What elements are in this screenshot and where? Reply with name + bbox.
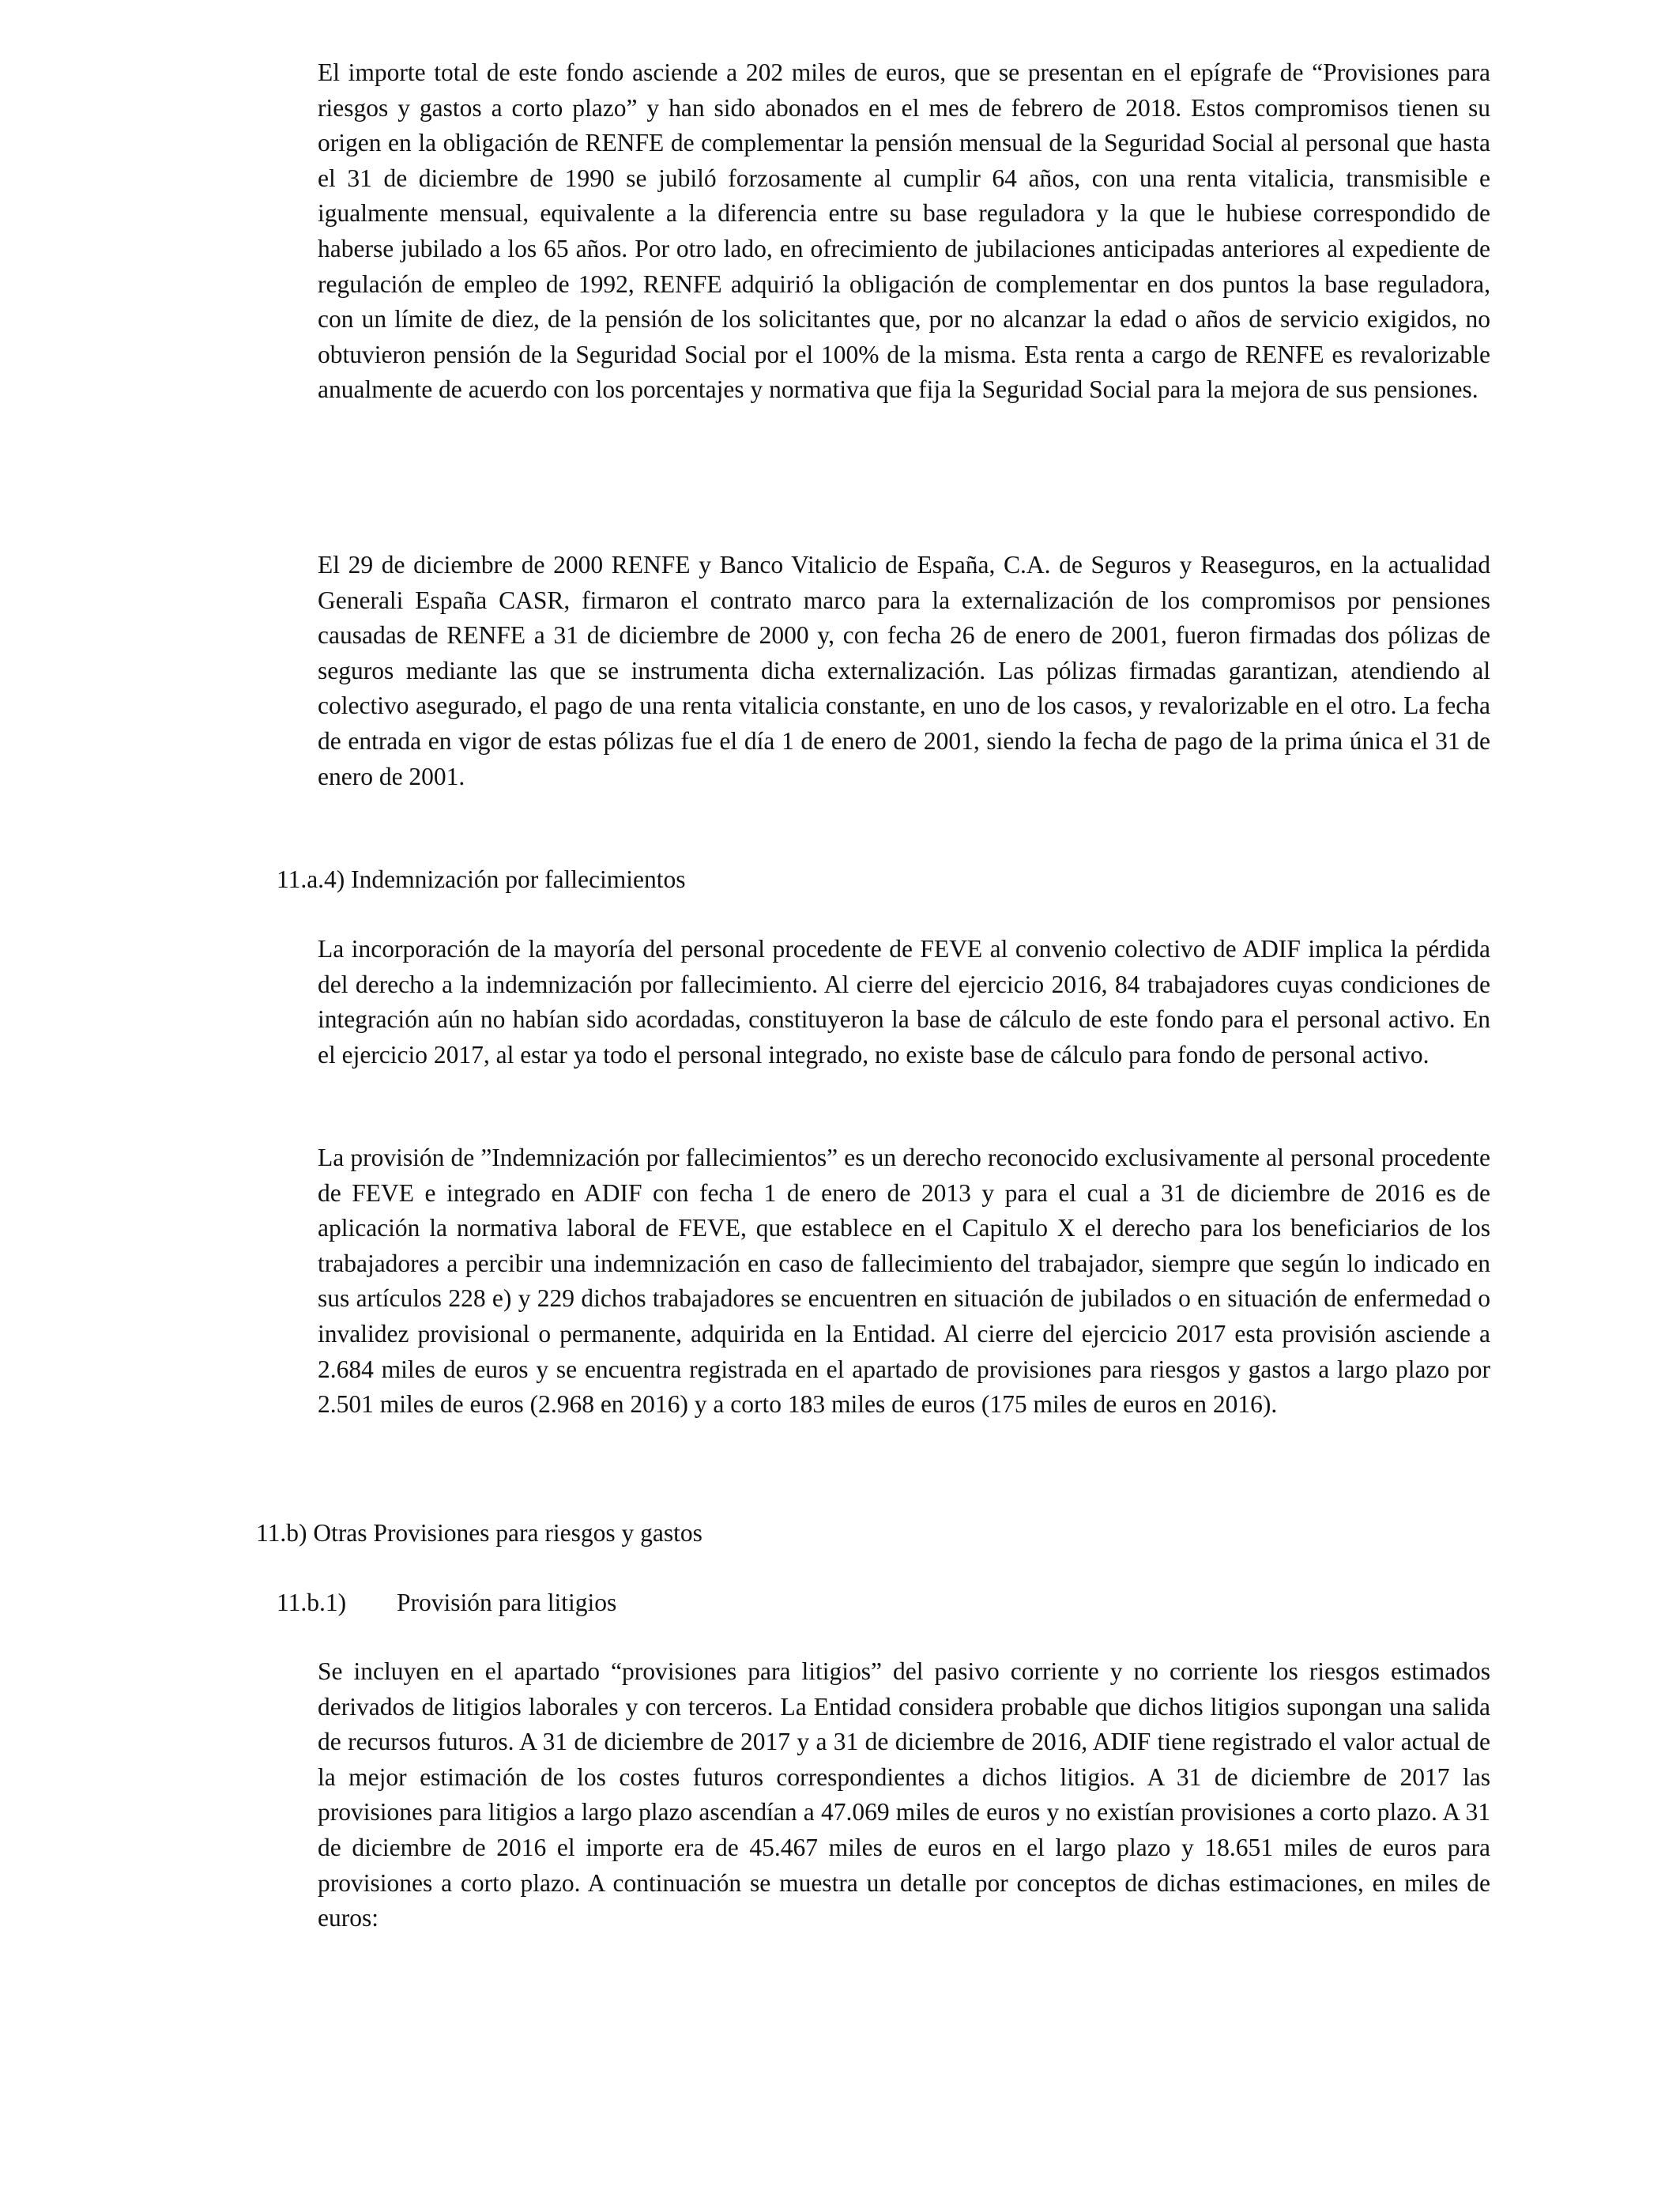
section-number: 11.b.1) [277, 1589, 347, 1616]
paragraph-fondo-importe: El importe total de este fondo asciende a 202 miles de euros, que se presentan en el epígrafe de “Provisiones para riesgos y gastos a corto plazo” y han sido abonados en el mes de febrero de 2018. Estos compromisos tienen su origen en la obligación de RENFE de complementar la pensión mensual de la Seguridad Social al personal que hasta el 31 de diciembre de 1990 se jubiló forzosamente al cumplir 64 años, con una renta vitalicia, transmisible e igualmente mensual, equivalente a la diferencia entre su base reguladora y la que le hubiese correspondido de haberse jubilado a los 65 años. Por otro lado, en ofrecimiento de jubilaciones anticipadas anteriores al expediente de regulación de empleo de 1992, RENFE adquirió la obligación de complementar en dos puntos la base reguladora, con un límite de diez, de la pensión de los solicitantes que, por no alcanzar la edad o años de servicio exigidos, no obtuvieron pensión de la Seguridad Social por el 100% de la misma. Esta renta a cargo de RENFE es revalorizable anualmente de acuerdo con los porcentajes y normativa que fija la Seguridad Social para la mejora de sus pensiones. [318, 58, 1490, 404]
section-title: Provisión para litigios [397, 1589, 617, 1616]
paragraph-renfe-banco-vitalicio: El 29 de diciembre de 2000 RENFE y Banco Vitalicio de España, C.A. de Seguros y Reaseguros, en la actualidad Generali España CASR, firmaron el contrato marco para la externalización de los compromisos por pensiones causadas de RENFE a 31 de diciembre de 2000 y, con fecha 26 de enero de 2001, fueron firmadas dos pólizas de seguros mediante las que se instrumenta dicha externalización. Las pólizas firmadas garantizan, atendiendo al colectivo asegurado, el pago de una renta vitalicia constante, en uno de los casos, y revalorizable en el otro. La fecha de entrada en vigor de estas pólizas fue el día 1 de enero de 2001, siendo la fecha de pago de la prima única el 31 de enero de 2001. [318, 551, 1490, 790]
section-heading-11b1 [277, 1585, 616, 1621]
section-heading-11b: 11.b) Otras Provisiones para riesgos y gastos [256, 1519, 703, 1547]
section-heading-11a4: 11.a.4) Indemnización por fallecimientos [277, 865, 686, 893]
paragraph-feve-incorporacion: La incorporación de la mayoría del personal procedente de FEVE al convenio colectivo de ADIF implica la pérdida del derecho a la indemnización por fallecimiento. Al cierre del ejercicio 2016, 84 trabajadores cuyas condiciones de integración aún no habían sido acordadas, constituyeron la base de cálculo de este fondo para el personal activo. En el ejercicio 2017, al estar ya todo el personal integrado, no existe base de cálculo para fondo de personal activo. [318, 935, 1490, 1069]
paragraph-provisiones-litigios: Se incluyen en el apartado “provisiones para litigios” del pasivo corriente y no corriente los riesgos estimados derivados de litigios laborales y con terceros. La Entidad considera probable que dichos litigios supongan una salida de recursos futuros. A 31 de diciembre de 2017 y a 31 de diciembre de 2016, ADIF tiene registrado el valor actual de la mejor estimación de los costes futuros correspondientes a dichos litigios. A 31 de diciembre de 2017 las provisiones para litigios a largo plazo ascendían a 47.069 miles de euros y no existían provisiones a corto plazo. A 31 de diciembre de 2016 el importe era de 45.467 miles de euros en el largo plazo y 18.651 miles de euros para provisiones a corto plazo. A continuación se muestra un detalle por conceptos de dichas estimaciones, en miles de euros: [318, 1657, 1490, 1932]
paragraph-indemnizacion-provision: La provisión de ”Indemnización por fallecimientos” es un derecho reconocido exclusivamente al personal procedente de FEVE e integrado en ADIF con fecha 1 de enero de 2013 y para el cual a 31 de diciembre de 2016 es de aplicación la normativa laboral de FEVE, que establece en el Capitulo X el derecho para los beneficiarios de los trabajadores a percibir una indemnización en caso de fallecimiento del trabajador, siempre que según lo indicado en sus artículos 228 e) y 229 dichos trabajadores se encuentren en situación de jubilados o en situación de enfermedad o invalidez provisional o permanente, adquirida en la Entidad. Al cierre del ejercicio 2017 esta provisión asciende a 2.684 miles de euros y se encuentra registrada en el apartado de provisiones para riesgos y gastos a largo plazo por 2.501 miles de euros (2.968 en 2016) y a corto 183 miles de euros (175 miles de euros en 2016). [318, 1144, 1490, 1419]
